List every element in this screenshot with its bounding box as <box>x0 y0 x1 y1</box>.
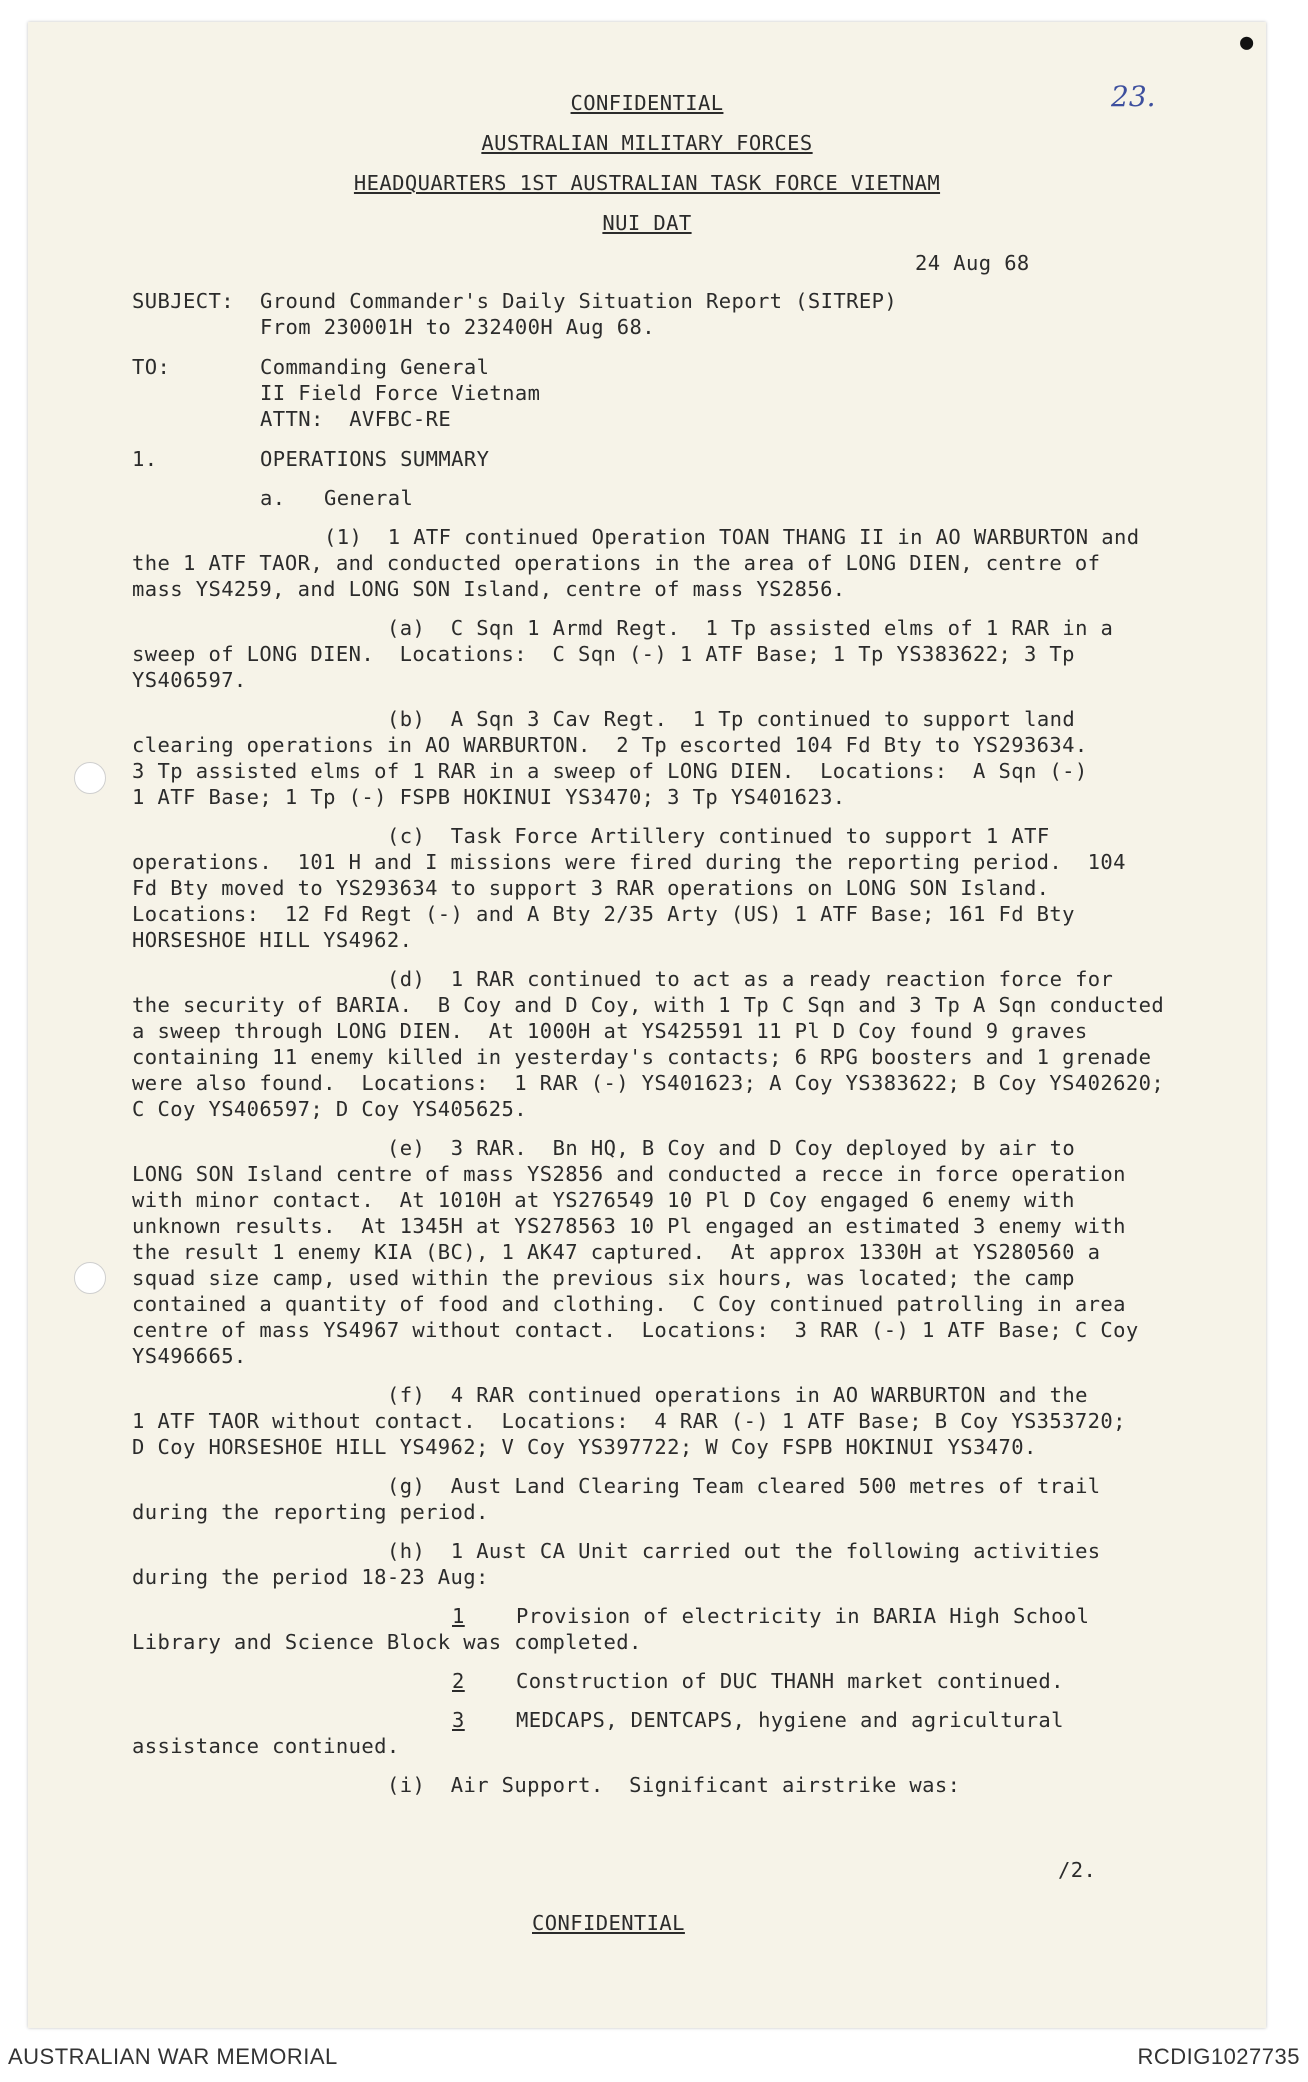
para-e-line-2: LONG SON Island centre of mass YS2856 and conducted a recce in force operation <box>132 1162 1126 1186</box>
para-g-line-1: (g) Aust Land Clearing Team cleared 500 metres of trail <box>387 1474 1101 1498</box>
archive-credit: AUSTRALIAN WAR MEMORIAL <box>8 2044 338 2069</box>
para-b-line-1: (b) A Sqn 3 Cav Regt. 1 Tp continued to support land <box>387 707 1076 731</box>
para-e-line-3: with minor contact. At 1010H at YS276549 10 Pl D Coy engaged 6 enemy with <box>132 1188 1075 1212</box>
subject-label: SUBJECT: <box>132 289 234 313</box>
para-f-line-1: (f) 4 RAR continued operations in AO WARBURTON and the <box>387 1383 1088 1407</box>
archive-reference: RCDIG1027735 <box>1137 2044 1300 2069</box>
para-b-line-3: 3 Tp assisted elms of 1 RAR in a sweep of LONG DIEN. Locations: A Sqn (-) <box>132 759 1088 783</box>
classification-footer: CONFIDENTIAL <box>532 1911 685 1935</box>
subsection-letter: a. <box>260 486 286 510</box>
item-3-line-1: MEDCAPS, DENTCAPS, hygiene and agricultural <box>516 1708 1064 1732</box>
para-e-line-6: squad size camp, used within the previous six hours, was located; the camp <box>132 1266 1075 1290</box>
para-d-line-1: (d) 1 RAR continued to act as a ready reaction force for <box>387 967 1114 991</box>
para-a-line-3: YS406597. <box>132 668 247 692</box>
para-e-line-5: the result 1 enemy KIA (BC), 1 AK47 captured. At approx 1330H at YS280560 a <box>132 1240 1101 1264</box>
item-2-number: 2 <box>452 1669 465 1693</box>
item-2-line-1: Construction of DUC THANH market continued. <box>516 1669 1064 1693</box>
para-f-line-2: 1 ATF TAOR without contact. Locations: 4 RAR (-) 1 ATF Base; B Coy YS353720; <box>132 1409 1126 1433</box>
to-line-1: Commanding General <box>260 355 490 379</box>
para-c-line-4: Locations: 12 Fd Regt (-) and A Bty 2/35 Arty (US) 1 ATF Base; 161 Fd Bty <box>132 902 1075 926</box>
para-a-line-2: sweep of LONG DIEN. Locations: C Sqn (-) 1 ATF Base; 1 Tp YS383622; 3 Tp <box>132 642 1075 666</box>
item-1-line-2: Library and Science Block was completed. <box>132 1630 642 1654</box>
para-f-line-3: D Coy HORSESHOE HILL YS4962; V Coy YS397722; W Coy FSPB HOKINUI YS3470. <box>132 1435 1037 1459</box>
to-line-2: II Field Force Vietnam <box>260 381 541 405</box>
report-date: 24 Aug 68 <box>915 251 1030 275</box>
headquarters-title: HEADQUARTERS 1ST AUSTRALIAN TASK FORCE VIETNAM <box>353 171 941 195</box>
punch-hole-top <box>74 762 106 794</box>
para-e-line-8: centre of mass YS4967 without contact. Locations: 3 RAR (-) 1 ATF Base; C Coy <box>132 1318 1139 1342</box>
to-line-3: ATTN: AVFBC-RE <box>260 407 452 431</box>
para-1-line-3: mass YS4259, and LONG SON Island, centre of mass YS2856. <box>132 577 846 601</box>
para-1-line-2: the 1 ATF TAOR, and conducted operations in the area of LONG DIEN, centre of <box>132 551 1101 575</box>
para-c-line-3: Fd Bty moved to YS293634 to support 3 RAR operations on LONG SON Island. <box>132 876 1050 900</box>
classification-header: CONFIDENTIAL <box>570 91 724 115</box>
to-label: TO: <box>132 355 171 379</box>
para-b-line-4: 1 ATF Base; 1 Tp (-) FSPB HOKINUI YS3470; 3 Tp YS401623. <box>132 785 846 809</box>
para-d-line-2: the security of BARIA. B Coy and D Coy, with 1 Tp C Sqn and 3 Tp A Sqn conducted <box>132 993 1165 1017</box>
item-1-number: 1 <box>452 1604 465 1628</box>
subject-line-2: From 230001H to 232400H Aug 68. <box>260 315 656 339</box>
para-i-line-1: (i) Air Support. Significant airstrike was: <box>387 1773 961 1797</box>
para-c-line-5: HORSESHOE HILL YS4962. <box>132 928 413 952</box>
para-a-line-1: (a) C Sqn 1 Armd Regt. 1 Tp assisted elms of 1 RAR in a <box>387 616 1114 640</box>
para-d-line-5: were also found. Locations: 1 RAR (-) YS401623; A Coy YS383622; B Coy YS402620; <box>132 1071 1165 1095</box>
continuation-mark: /2. <box>1058 1858 1097 1882</box>
para-d-line-3: a sweep through LONG DIEN. At 1000H at YS425591 11 Pl D Coy found 9 graves <box>132 1019 1088 1043</box>
item-3-number: 3 <box>452 1708 465 1732</box>
para-e-line-7: contained a quantity of food and clothing. C Coy continued patrolling in area <box>132 1292 1126 1316</box>
para-d-line-4: containing 11 enemy killed in yesterday's contacts; 6 RPG boosters and 1 grenade <box>132 1045 1152 1069</box>
item-1-line-1: Provision of electricity in BARIA High School <box>516 1604 1090 1628</box>
para-h-line-2: during the period 18-23 Aug: <box>132 1565 489 1589</box>
para-c-line-1: (c) Task Force Artillery continued to support 1 ATF <box>387 824 1050 848</box>
para-e-line-4: unknown results. At 1345H at YS278563 10 Pl engaged an estimated 3 enemy with <box>132 1214 1126 1238</box>
para-d-line-6: C Coy YS406597; D Coy YS405625. <box>132 1097 528 1121</box>
para-1-line-1: (1) 1 ATF continued Operation TOAN THANG II in AO WARBURTON and <box>324 525 1140 549</box>
organization-title: AUSTRALIAN MILITARY FORCES <box>481 131 813 155</box>
section-title: OPERATIONS SUMMARY <box>260 447 490 471</box>
subsection-title: General <box>324 486 414 510</box>
document-page <box>28 22 1266 2028</box>
para-g-line-2: during the reporting period. <box>132 1500 489 1524</box>
location-title: NUI DAT <box>602 211 692 235</box>
para-c-line-2: operations. 101 H and I missions were fired during the reporting period. 104 <box>132 850 1126 874</box>
section-number: 1. <box>132 447 158 471</box>
punch-hole-bottom <box>74 1262 106 1294</box>
item-3-line-2: assistance continued. <box>132 1734 400 1758</box>
page-number: 23. <box>1111 80 1156 113</box>
para-h-line-1: (h) 1 Aust CA Unit carried out the following activities <box>387 1539 1101 1563</box>
subject-line-1: Ground Commander's Daily Situation Report (SITREP) <box>260 289 898 313</box>
para-b-line-2: clearing operations in AO WARBURTON. 2 Tp escorted 104 Fd Bty to YS293634. <box>132 733 1088 757</box>
corner-mark: ● <box>1240 30 1254 55</box>
para-e-line-9: YS496665. <box>132 1344 247 1368</box>
para-e-line-1: (e) 3 RAR. Bn HQ, B Coy and D Coy deployed by air to <box>387 1136 1076 1160</box>
